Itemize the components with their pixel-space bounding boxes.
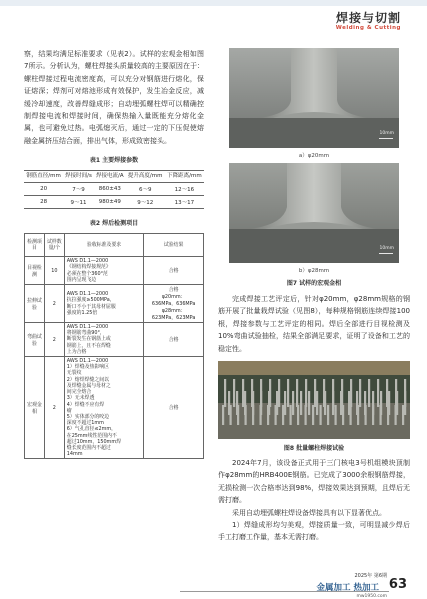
acceptance-criteria-cell [64, 357, 144, 459]
advantage-1-paragraph: 1）焊缝成形均匀美观，焊接质量一致，可明显减少焊后手工打磨工作量，基本无需打磨。 [218, 521, 410, 542]
criteria-line: 上为合格 [66, 348, 87, 355]
criteria-line: AWS D1.1—2000 [66, 291, 109, 298]
table2-caption: 表2 焊后检测项目 [89, 220, 139, 228]
result-line: 合格 [168, 337, 179, 344]
journal-section-subtitle: Welding & Cutting [335, 25, 401, 31]
criteria-line: 深度不超过1mm [66, 420, 104, 427]
table-row [24, 196, 204, 209]
table-cell: 9～11 [63, 196, 94, 209]
macro-section-photo-20mm [229, 48, 399, 148]
journal-brand: 金属加工 热加工 [316, 583, 379, 593]
criteria-line: AWS D1.1—2000 [66, 258, 109, 265]
table-row [25, 357, 204, 459]
table-cell: 20 [24, 183, 63, 196]
result-line: 623MPa，623MPa [151, 315, 196, 322]
criteria-line: 断口不小于其母材屈服 [66, 303, 116, 310]
table-header-cell: 试验结果 [144, 234, 204, 257]
fig7a-caption: a）φ20mm [298, 153, 330, 159]
application-paragraph: 2024年7月，该设备正式用于三门核电3号机组模块顶制作φ28mm的HRB400E钢筋。已完成了3000余根钢筋焊接，无损检测一次合格率达到98%，焊接效果达到预期，且焊后无需打磨。 [218, 459, 410, 505]
criteria-line: 将钢筋弯曲90°， [66, 330, 105, 337]
table-cell: 28 [24, 196, 63, 209]
scale-label: 10mm [379, 131, 394, 136]
table-row [25, 323, 204, 357]
criteria-line: 2）熔焊焊缝之间以 [66, 376, 110, 383]
weld-cross-section-image [229, 163, 399, 263]
criteria-line: 14mm [66, 451, 83, 458]
criteria-line: 缝长度范围内不超过 [66, 444, 111, 451]
fig8-caption: 图8 批量螺柱焊接试验 [283, 445, 345, 453]
table-header-cell: 检测项目 [25, 234, 45, 257]
table-cell: 980±49 [94, 196, 126, 209]
inspection-items-table [24, 233, 204, 459]
scale-label: 10mm [379, 246, 394, 251]
acceptance-criteria-cell [64, 285, 144, 323]
test-result-cell [144, 357, 204, 459]
table-cell: 12～16 [165, 183, 204, 196]
sample-count-cell: 2 [44, 323, 64, 357]
criteria-line: 必须在整个360°范 [66, 270, 108, 277]
batch-test-paragraph: 完成焊接工艺评定后，针对φ20mm，φ28mm规格的钢筋开展了批量栽焊试验（见图8），每种规格钢筋连续焊接100根，焊接参数与工艺评定的相同。焊后全部进行目视检测及10%弯曲试验抽检，结果全部满足要求，证明了设备和工艺的稳定性。 [218, 295, 410, 353]
criteria-line: AWS D1.1—2000 [66, 358, 109, 365]
criteria-line: 围内呈现飞边 [66, 276, 97, 283]
test-result-cell [144, 323, 204, 357]
scale-bar [379, 138, 393, 139]
table-header-cell: 试样数量/个 [44, 234, 64, 257]
table-header-row [24, 171, 204, 183]
table-header-cell: 焊接时间/s [63, 171, 94, 183]
page-footer [0, 566, 427, 599]
table-header-cell: 钢筋直径/mm [24, 171, 63, 183]
criteria-line: 3）无未焊透 [66, 395, 95, 402]
criteria-line: 间完全熔合 [66, 389, 92, 396]
criteria-line: 瘤 [66, 407, 72, 414]
criteria-line: 强度的1.25倍 [66, 309, 98, 316]
table-header-row [25, 234, 204, 257]
result-line: 合格 [168, 405, 179, 412]
table-row [25, 285, 204, 323]
table1-caption: 表1 主要焊接参数 [89, 157, 139, 165]
table-header-cell: 下降距离/mm [165, 171, 204, 183]
table-header-cell: 焊接电流/A [94, 171, 126, 183]
table-header-cell: 提升高度/mm [126, 171, 165, 183]
result-line: φ20mm： [161, 294, 186, 301]
batch-welding-photo [218, 361, 410, 439]
table-cell: 6～9 [126, 183, 165, 196]
test-result-cell [144, 257, 204, 285]
fig7-caption: 图7 试样的宏观金相 [286, 280, 342, 287]
criteria-line: 断裂发生在钢筋上或 [66, 336, 111, 343]
inspection-item-cell: 弯曲试验 [25, 323, 45, 357]
left-column [24, 48, 204, 459]
result-line: 合格 [168, 287, 179, 294]
page-header [0, 0, 427, 40]
table-cell: 13～17 [165, 196, 204, 209]
right-column [218, 48, 410, 544]
advantages-intro-paragraph: 采用自动埋弧螺柱焊设备焊接具有以下显著优点。 [232, 508, 386, 517]
sample-count-cell: 2 [44, 357, 64, 459]
fig7b-caption: b）φ28mm [298, 268, 330, 274]
sample-count-cell: 2 [44, 285, 64, 323]
criteria-line: 抗拉强度≥500MPa， [66, 297, 115, 304]
inspection-item-cell: 目视检测 [25, 257, 45, 285]
criteria-line: 《钢结构焊接规范》 [66, 264, 111, 271]
criteria-line: 在25mm线性范围内不 [66, 432, 117, 439]
table-cell: 860±43 [94, 183, 126, 196]
header-band [0, 0, 427, 6]
scale-bar [379, 253, 393, 254]
table-cell: 7～9 [63, 183, 94, 196]
criteria-line: 及焊缝金属与母材之 [66, 382, 111, 389]
page-number: 63 [388, 577, 407, 592]
weld-cross-section-image [229, 48, 399, 148]
journal-section-title: 焊接与切割 [335, 11, 401, 25]
criteria-line: AWS D1.1—2000 [66, 324, 109, 331]
journal-website: mw1950.com [356, 594, 387, 599]
inspection-item-cell: 拉伸试验 [25, 285, 45, 323]
result-line: 636MPa，636MPa [151, 301, 196, 308]
test-result-cell [144, 285, 204, 323]
criteria-line: 超过10mm，150mm焊 [66, 438, 121, 445]
acceptance-criteria-cell [64, 257, 144, 285]
batch-stud-welding-image [218, 361, 410, 439]
welding-parameters-table [24, 170, 204, 209]
result-line: φ28mm： [161, 308, 186, 315]
criteria-line: 6）气孔直径≤2mm， [66, 426, 116, 433]
criteria-line: 无裂纹 [66, 370, 82, 377]
result-line: 合格 [168, 268, 179, 275]
acceptance-criteria-cell [64, 323, 144, 357]
criteria-line: 4）焊缝不应有焊 [66, 401, 105, 408]
table-row [24, 183, 204, 196]
macro-section-photo-28mm [229, 163, 399, 263]
criteria-line: 1）焊缝及热影响区 [66, 364, 110, 371]
criteria-line: 5）实体部分的咬边 [66, 413, 110, 420]
issue-label: 2025年 第6期 [354, 573, 387, 579]
table-header-cell: 验收标准及要求 [64, 234, 144, 257]
table-row [25, 257, 204, 285]
criteria-line: 钢筋上，且不在焊缝 [66, 342, 111, 349]
sample-count-cell: 10 [44, 257, 64, 285]
intro-paragraph: 察，结果均满足标准要求（见表2）。试样的宏观金相如图7所示。分析认为，螺柱焊接头质量较高的主要原因在于：螺柱焊接过程电流密度高，可以充分对钢筋进行熔化，保证熔深；焊剂可对熔池形成有效保护，发生冶金反应，减缓冷却速度，改善焊缝成形；自动埋弧螺柱焊可以精确控制焊接电流和焊接时间，确保热输入量既能充分熔化金属，也可避免过热。电弧熄灭后，通过一定的下压促使熔融金属挤压结合面，排出气体，形成致密接头。 [24, 50, 204, 145]
inspection-item-cell: 宏观金相 [25, 357, 45, 459]
table-cell: 9～12 [126, 196, 165, 209]
